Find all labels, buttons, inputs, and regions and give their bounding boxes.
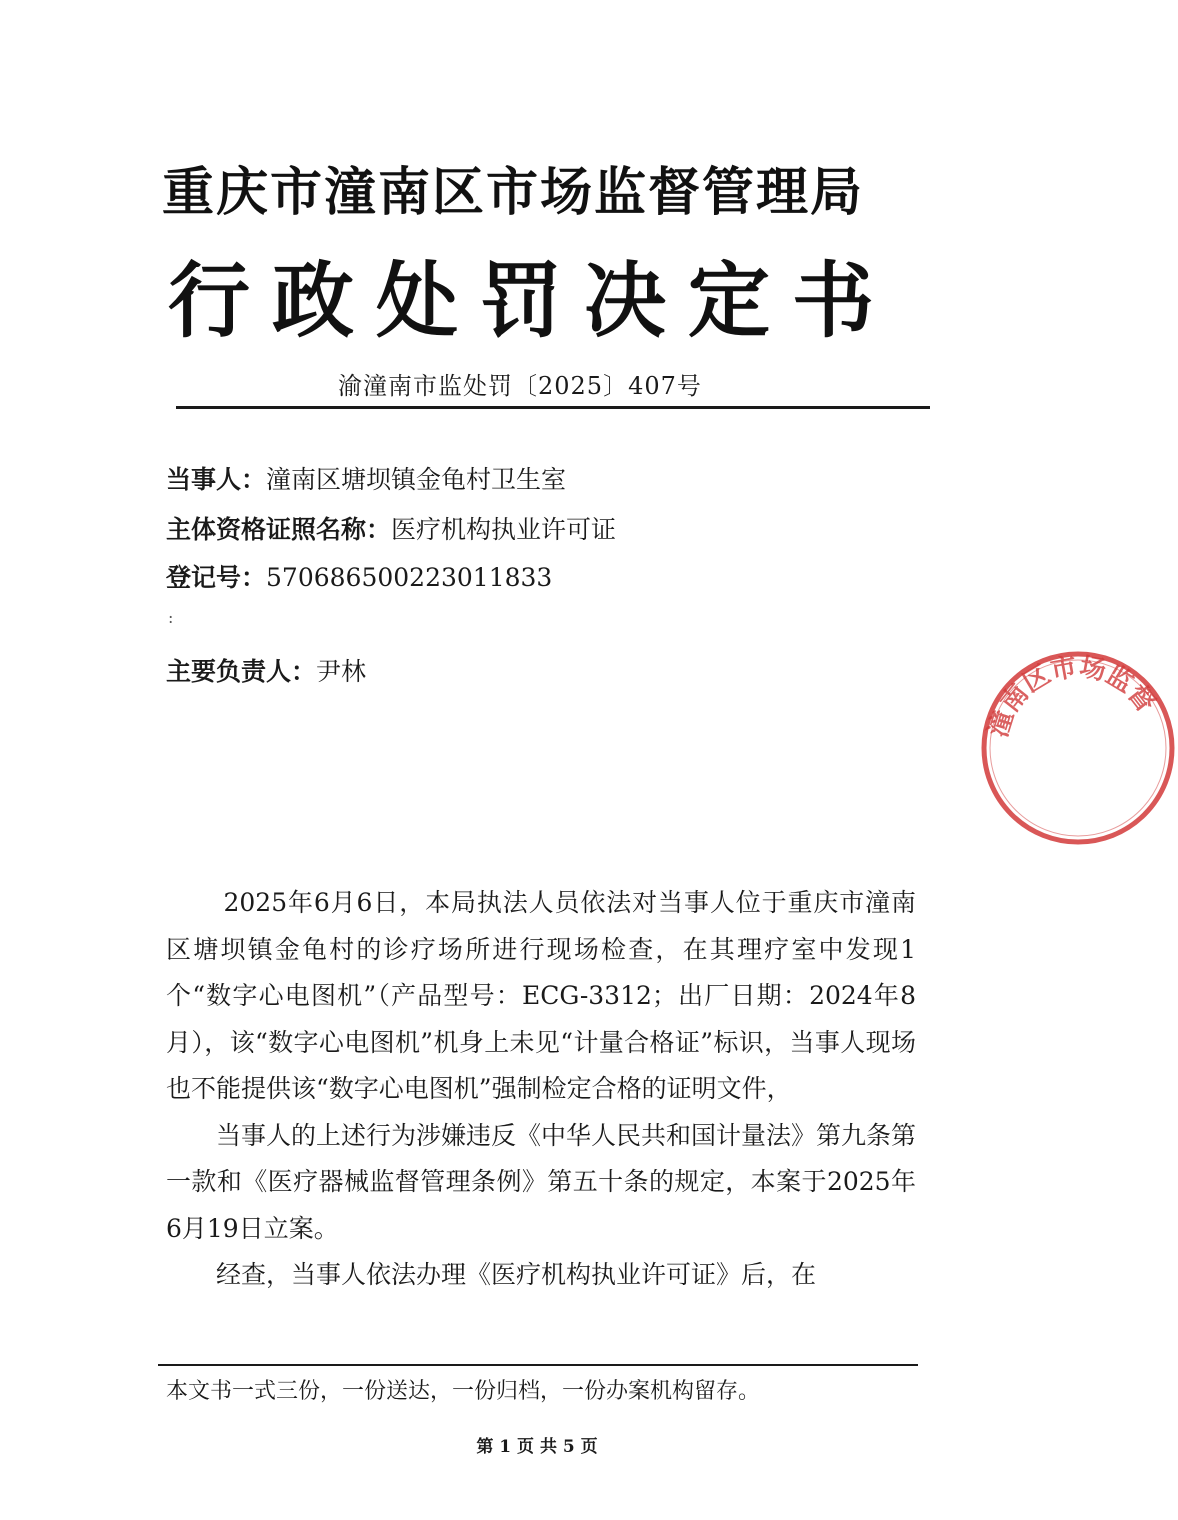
- seal-text: 潼南区市场监督: [983, 652, 1161, 741]
- footer-note: 本文书一式三份，一份送达，一份归档，一份办案机构留存。: [166, 1379, 761, 1404]
- registration-value: 570686500223011833: [266, 563, 553, 592]
- header-divider: [176, 406, 930, 409]
- body-paragraph-3: 经查，当事人依法办理《医疗机构执业许可证》后，在: [216, 1260, 817, 1289]
- official-seal-icon: [978, 648, 1178, 848]
- registration-field: [166, 558, 552, 594]
- party-value: 潼南区塘坝镇金龟村卫生室: [266, 465, 567, 494]
- responsible-person-value: 尹林: [316, 657, 367, 686]
- party-field: [166, 460, 566, 496]
- document-number: 渝潼南市监处罚〔2025〕407号: [338, 372, 702, 400]
- certificate-field: [166, 510, 616, 546]
- certificate-label: 主体资格证照名称：: [166, 515, 392, 544]
- document-type-title: 行政处罚决定书: [168, 253, 897, 349]
- responsible-person-field: [166, 652, 366, 688]
- body-paragraph-2: 当事人的上述行为涉嫌违反《中华人民共和国计量法》第九条第一款和《医疗器械监督管理条例》第五十条的规定，本案于2025年6月19日立案。: [166, 1120, 917, 1243]
- footer-divider: [158, 1364, 918, 1366]
- agency-title: 重庆市潼南区市场监督管理局: [162, 162, 865, 223]
- body-paragraph-1: 2025年6月6日，本局执法人员依法对当事人位于重庆市潼南区塘坝镇金龟村的诊疗场所进行现场检查，在其理疗室中发现1个“数字心电图机”（产品型号：ECG-3312；出厂日期：2024年8月），该“数字心电图机”机身上未见“计量合格证”标识，当事人现场也不能提供该“数字心电图机”强制检定合格的证明文件，: [166, 888, 916, 1103]
- page-number: 第 1 页 共 5 页: [476, 1437, 598, 1457]
- responsible-person-label: 主要负责人：: [166, 657, 317, 686]
- certificate-value: 医疗机构执业许可证: [391, 515, 617, 544]
- registration-label: 登记号：: [166, 563, 267, 592]
- decision-body: [166, 880, 916, 1299]
- party-label: 当事人：: [166, 465, 267, 494]
- field-separator: :: [168, 608, 174, 627]
